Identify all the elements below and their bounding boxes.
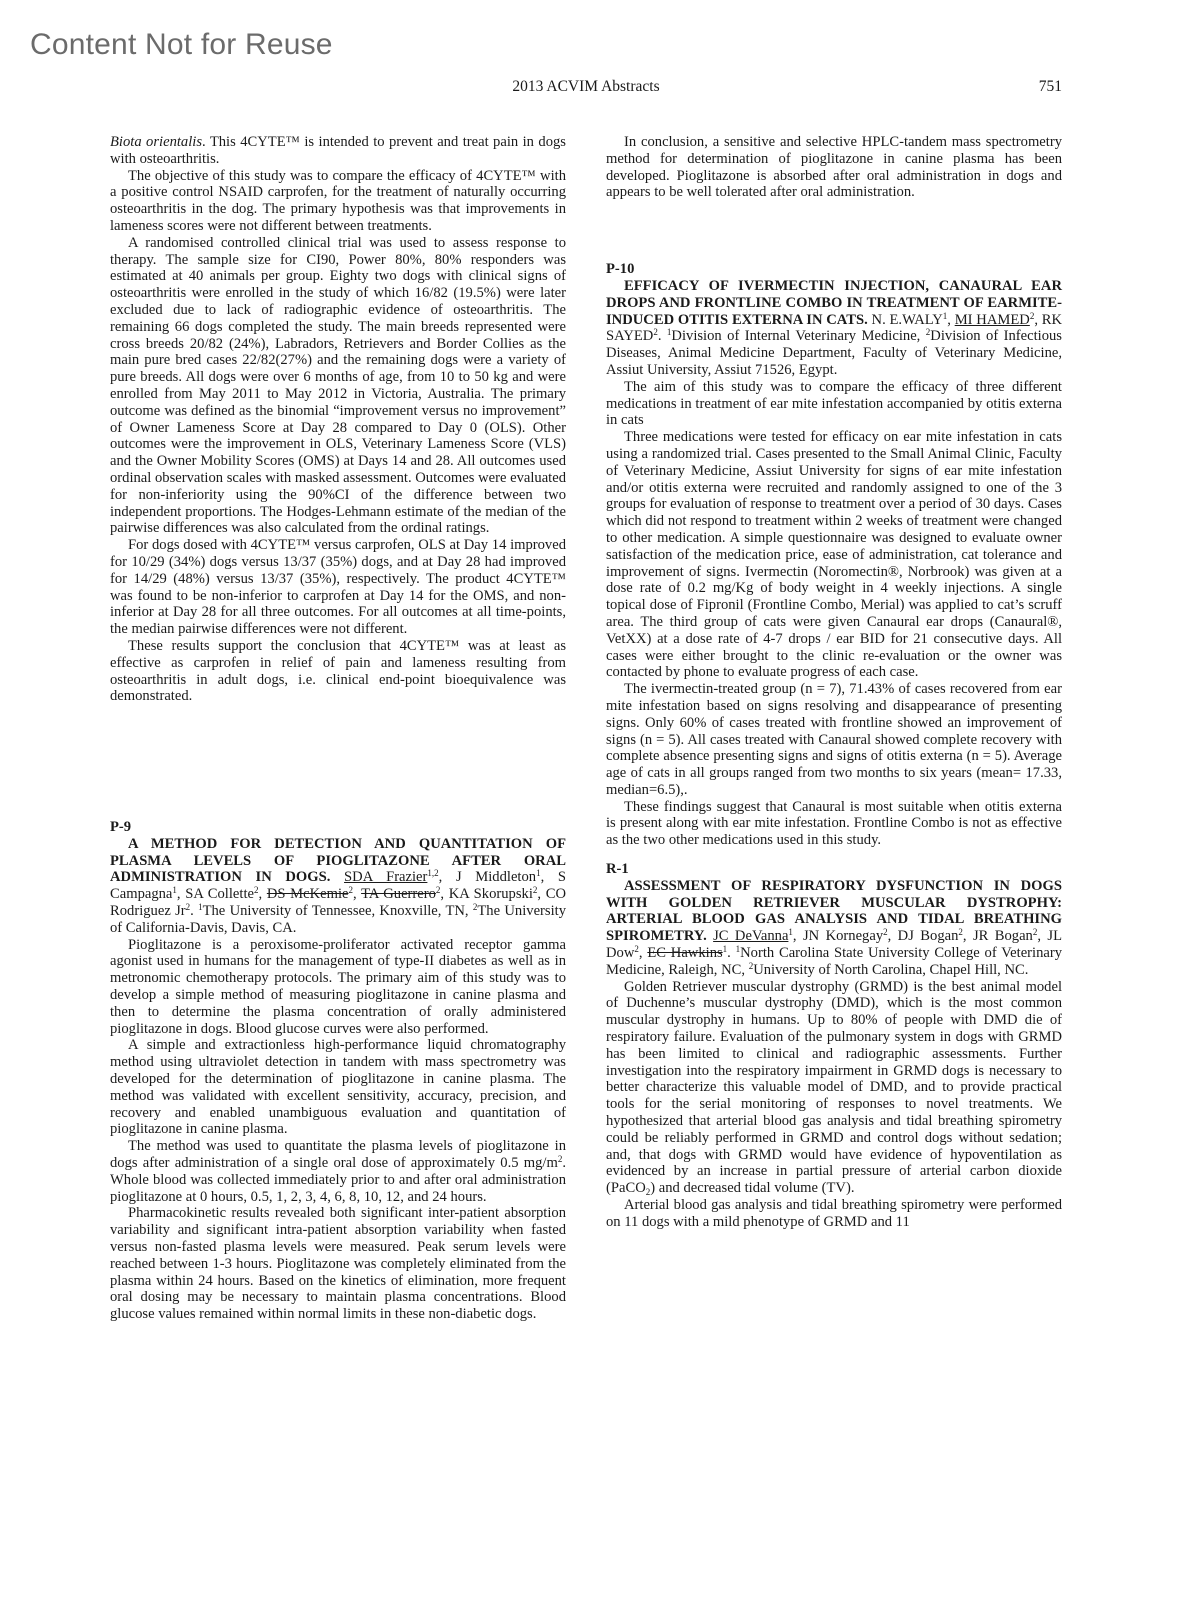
affiliation: Division of Internal Veterinary Medicine, (671, 328, 921, 345)
affiliation: North Carolina State University College of Veterinary Medicine, Raleigh, NC, (606, 945, 1063, 978)
paragraph-text: . This 4CYTE™ is intended to prevent and treat pain in dogs with osteoarthritis. (110, 134, 566, 167)
affiliation-sup: 1 (666, 327, 672, 338)
paragraph: A simple and extractionless high-performance liquid chromatography method using ultraviolet detection in tandem with mass spectrometry was developed for the determination of pioglitazone in canine plasma. The method was validated with excellent sensitivity, accuracy, precision, and recovery and enabled unambiguous evaluation and quantitation of pioglitazone in canine plasma. (110, 1037, 566, 1138)
author-sup: 2 (653, 327, 658, 338)
affiliation-sup: 2 (925, 327, 931, 338)
abstract-id: R-1 (606, 861, 629, 878)
abstract-title: A METHOD FOR DETECTION AND QUANTITATION OF PLASMA LEVELS OF PIOGLITAZONE AFTER ORAL ADMINISTRATION IN DOGS. (110, 835, 566, 886)
paragraph (110, 1138, 566, 1205)
author-sup: 2 (348, 885, 353, 896)
paragraph-text: Golden Retriever muscular dystrophy (GRMD) is the best animal model of Duchenne’s muscular dystrophy (DMD), which is the most common muscular dystrophy in humans. Up to 80% of people with DMD die of respiratory failure. Evaluation of the pulmonary system in dogs with GRMD has been limited to clinical and radiographic assessments. Further investigation into the respiratory impairment in GRMD dogs is necessary to better characterize this valuable model of DMD, and to provide practical tools for the serial monitoring of responses to novel treatments. We hypothesized that arterial blood gas analysis and tidal breathing spirometry could be reliably performed in GRMD and control dogs without sedation; and, that dogs with GRMD would have evidence of hypoventilation as evidenced by an increase in partial pressure of arterial carbon dioxide (PaCO (606, 978, 1062, 1197)
author: SA Collette (185, 886, 254, 903)
author-sup: 1,2 (427, 868, 439, 879)
abstract-header: A METHOD FOR DETECTION AND QUANTITATION OF PLASMA LEVELS OF PIOGLITAZONE AFTER ORAL ADMINISTRATION IN DOGS. SDA Frazier$^{1,2}$, J Middleton$^1$, S Campagna$^1$, SA Collette$^2$, DS McKemie$^2$, TA Guerrero$^2$, KA Skorupski$^2$, CO Rodriguez Jr$^2$. $^1$The University of Tennessee, Knoxville, TN, $^2$The University of California-Davis, Davis, CA. (110, 835, 566, 936)
author: J Middleton (455, 869, 537, 886)
paragraph-text: The method was used to quantitate the plasma levels of pioglitazone in dogs after administration of a single oral dose of approximately 0.5 mg/m (110, 1138, 566, 1172)
author: EC Hawkins (647, 945, 723, 962)
author-sup: 2 (1032, 927, 1038, 938)
running-head (110, 78, 1062, 100)
paragraph-text: . Whole blood was collected immediately prior to and after oral administration pioglitazone at 0 hours, 0.5, 1, 2, 3, 4, 6, 8, 10, 12, and 24 hours. (110, 1155, 566, 1205)
abstract-id: P-10 (606, 261, 635, 278)
species-name: Biota orientalis (110, 134, 202, 150)
author: KA Skorupski (448, 886, 533, 903)
author-sup: 2 (185, 902, 191, 913)
paragraph: Three medications were tested for efficacy on ear mite infestation in cats using a randomized trial. Cases presented to the Small Animal Clinic, Faculty of Veterinary Medicine, Assiut University for signs of ear mite infestation and/or otitis externa were recruited and randomly assigned to one of the 3 groups for evaluation of response to treatment over a period of 30 days. Cases which did not respond to treatment within 2 weeks of treatment were changed to other medication. A simple questionnaire was designed to evaluate owner satisfaction of the medication price, ease of administration, cat tolerance and improvement of signs. Ivermectin (Noromectin®, Norbrook) was given at a dose rate of 0.2 mg/Kg of body weight in 4 weekly injections. A single topical dose of Fipronil (Frontline Combo, Merial) was applied to cat’s scruff area. The third group of cats were given Canaural ear drops (Canaural®, VetXX) at a dose rate of 4-7 drops / ear BID for 21 consecutive days. All cases were either brought to the clinic re-evaluation or the owner was contacted by phone to evaluate progress of each case. (606, 429, 1062, 681)
abstract-header: EFFICACY OF IVERMECTIN INJECTION, CANAURAL EAR DROPS AND FRONTLINE COMBO IN TREATMENT OF EARMITE-INDUCED OTITIS EXTERNA IN CATS. N. E.WALY$^1$, MI HAMED$^2$, RK SAYED$^2$. $^1$Division of Internal Veterinary Medicine, $^2$Division of Infectious Diseases, Animal Medicine Department, Faculty of Veterinary Medicine, Assiut University, Assiut 71526, Egypt. (606, 277, 1063, 378)
affiliation-sup: 2 (748, 960, 754, 971)
author: SDA Frazier (344, 869, 428, 886)
affiliation: University of North Carolina, Chapel Hill, NC. (753, 961, 1029, 978)
subscript: 2 (645, 1187, 651, 1198)
author: RK SAYED (606, 311, 1063, 345)
affiliation-sup: 1 (198, 902, 203, 913)
watermark: Content Not for Reuse (30, 28, 333, 61)
author: TA Guerrero (361, 886, 436, 903)
author: JL Dow (606, 928, 1062, 962)
journal-title: 2013 ACVIM Abstracts (512, 78, 660, 95)
author: N. E.WALY (871, 311, 943, 328)
abstract-header: ASSESSMENT OF RESPIRATORY DYSFUNCTION IN DOGS WITH GOLDEN RETRIEVER MUSCULAR DYSTROPHY: ARTERIAL BLOOD GAS ANALYSIS AND TIDAL BREATHING SPIROMETRY. JC DeVanna$^1$, JN Kornegay$^2$, DJ Bogan$^2$, JR Bogan$^2$, JL Dow$^2$, EC Hawkins$^1$. $^1$North Carolina State University College of Veterinary Medicine, Raleigh, NC, $^2$University of North Carolina, Chapel Hill, NC. (606, 877, 1063, 978)
paragraph-text: ) and decreased tidal volume (TV). (650, 1180, 855, 1197)
paragraph (110, 134, 566, 168)
author-sup: 2 (883, 927, 888, 938)
author-sup: 2 (253, 885, 259, 896)
author-sup: 2 (1029, 310, 1035, 321)
author: DS McKemie (266, 886, 349, 903)
paragraph: The ivermectin-treated group (n = 7), 71.43% of cases recovered from ear mite infestation based on signs resolving and disappearance of presenting signs. Only 60% of cases treated with frontline showed an improvement of signs (n = 5). All cases treated with Canaural showed complete recovery with complete absence presenting signs and signs of otitis externa (n = 5). Average age of cats in all groups ranged from two months to six years (mean= 17.33, median=6.5),. (606, 681, 1062, 798)
author: JC DeVanna (713, 928, 789, 945)
author-sup: 2 (958, 927, 963, 938)
paragraph: A randomised controlled clinical trial was used to assess response to therapy. The sample size for CI90, Power 80%, 80% responders was estimated at 40 animals per group. Eighty two dogs with clinical signs of osteoarthritis were enrolled in the study of which 16/82 (19.5%) were later excluded due to lack of radiographic evidence of osteoarthritis. The remaining 66 dogs completed the study. The main breeds represented were cross breeds 20/82 (24%), Labradors, Retrievers and Border Collies as the main pure bred cases 22/82(27%) and the remaining dogs were a variety of pure breeds. All dogs were over 6 months of age, from 10 to 50 kg and were enrolled from May 2011 to May 2012 in Victoria, Australia. The primary outcome was defined as the binomial “improvement versus no improvement” of Owner Lameness Score at Day 28 compared to Day 0 (OLS). Other outcomes were the improvement in OLS, Veterinary Lameness Score (VLS) and the Owner Mobility Scores (OMS) at Days 14 and 28. All outcomes used ordinal observation scales with masked assessment. Outcomes were evaluated for non-inferiority using the 90%CI of the difference between two independent proportions. The Hodges-Lehmann estimate of the median of the pairwise differences was also calculated from the ordinal ratings. (110, 234, 566, 537)
author: DJ Bogan (897, 928, 959, 945)
affiliation-sup: 1 (735, 944, 741, 955)
page-number: 751 (1038, 78, 1062, 95)
author-sup: 2 (634, 944, 639, 955)
affiliation: The University of California-Davis, Davis, CA. (110, 903, 566, 936)
author: S Campagna (110, 869, 566, 903)
author-sup: 2 (435, 885, 441, 896)
author-sup: 1 (536, 868, 541, 879)
paragraph: The aim of this study was to compare the efficacy of three different medications in treatment of ear mite infestation accompanied by otitis externa in cats (606, 378, 1062, 429)
affiliation: Division of Infectious Diseases, Animal Medicine Department, Faculty of Veterinary Medicine, Assiut University, Assiut 71526, Egypt. (606, 328, 1062, 378)
paragraph: The objective of this study was to compare the efficacy of 4CYTE™ with a positive control NSAID carprofen, for the treatment of naturally occurring osteoarthritis in the dog. The primary hypothesis was that improvements in lameness scores were not different between treatments. (110, 167, 566, 234)
author: CO Rodriguez Jr (110, 886, 566, 920)
paragraph: These results support the conclusion that 4CYTE™ was at least as effective as carprofen in relief of pain and lameness resulting from osteoarthritis in adult dogs, i.e. clinical end-point bioequivalence was demonstrated. (110, 637, 566, 705)
superscript: 2 (557, 1154, 563, 1165)
author-sup: 1 (942, 310, 948, 321)
author-sup: 2 (532, 885, 538, 896)
author: JN Kornegay (802, 928, 884, 945)
affiliation: The University of Tennessee, Knoxville, TN, (202, 903, 469, 920)
author: JR Bogan (972, 928, 1033, 945)
author-sup: 1 (788, 927, 793, 938)
abstract-id: P-9 (110, 819, 132, 836)
author-sup: 1 (722, 944, 728, 955)
author-sup: 1 (172, 885, 177, 896)
abstract-title: ASSESSMENT OF RESPIRATORY DYSFUNCTION IN DOGS WITH GOLDEN RETRIEVER MUSCULAR DYSTROPHY: ARTERIAL BLOOD GAS ANALYSIS AND TIDAL BREATHING SPIROMETRY. (606, 877, 1062, 945)
paragraph (606, 979, 1062, 1197)
paragraph: Pioglitazone is a peroxisome-proliferator activated receptor gamma agonist used in humans for the management of type-II diabetes as well as in metronomic chemotherapy protocols. The primary aim of this study was to develop a simple method of measuring pioglitazone in canine plasma and then to determine the plasma concentration of orally administered pioglitazone in dogs. Blood glucose curves were also performed. (110, 936, 566, 1037)
right-column (606, 134, 1062, 1231)
paragraph: For dogs dosed with 4CYTE™ versus carprofen, OLS at Day 14 improved for 10/29 (34%) dogs versus 13/37 (35%) dogs, and at Day 28 had improved for 14/29 (48%) versus 13/37 (35%), respectively. The product 4CYTE™ was found to be non-inferior to carprofen at Day 14 for the OMS, and non-inferior at Day 28 for all three outcomes. For all outcomes at all time-points, the median pairwise differences were not different. (110, 537, 566, 638)
paragraph: In conclusion, a sensitive and selective HPLC-tandem mass spectrometry method for determination of pioglitazone in canine plasma has been developed. Pioglitazone is absorbed after oral administration in dogs and appears to be well tolerated after oral administration. (606, 134, 1062, 201)
author: MI HAMED (954, 311, 1030, 328)
left-column (110, 134, 566, 1323)
paragraph: Pharmacokinetic results revealed both significant inter-patient absorption variability and significant intra-patient absorption variability when fasted versus non-fasted plasma levels were measured. Peak serum levels were reached between 1-3 hours. Pioglitazone was completely eliminated from the plasma within 24 hours. Based on the kinetics of elimination, more frequent oral dosing may be necessary to maintain plasma concentrations. Blood glucose values remained within normal limits in these non-diabetic dogs. (110, 1205, 566, 1323)
abstract-title: EFFICACY OF IVERMECTIN INJECTION, CANAURAL EAR DROPS AND FRONTLINE COMBO IN TREATMENT OF EARMITE-INDUCED OTITIS EXTERNA IN CATS. (606, 277, 1062, 328)
paragraph: These findings suggest that Canaural is most suitable when otitis externa is present along with ear mite infestation. Frontline Combo is not as effective as the two other medications used in this study. (606, 798, 1062, 849)
affiliation-sup: 2 (472, 902, 478, 913)
paragraph: Arterial blood gas analysis and tidal breathing spirometry were performed on 11 dogs with a mild phenotype of GRMD and 11 (606, 1197, 1062, 1230)
